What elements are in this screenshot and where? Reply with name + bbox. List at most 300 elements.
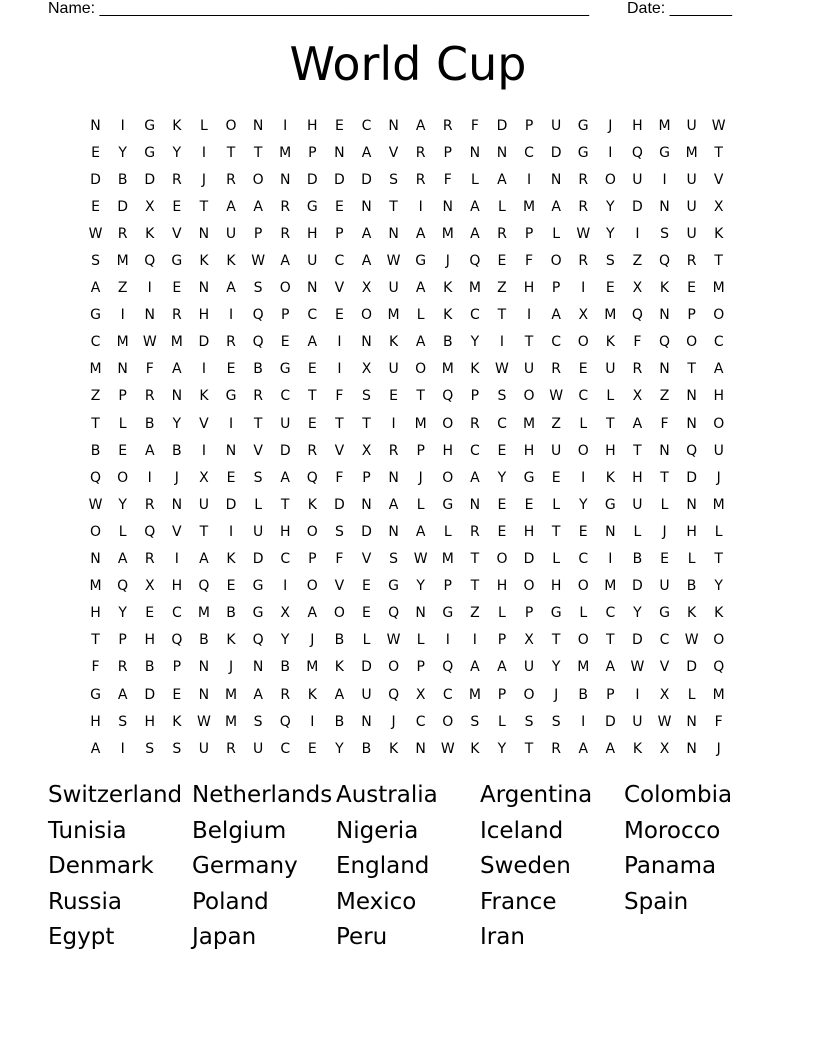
grid-letter: E [362,578,371,595]
grid-letter: G [604,496,616,513]
grid-letter: K [470,740,480,757]
grid-letter: U [523,659,535,676]
grid-letter: L [606,388,615,405]
grid-letter: M [116,253,129,270]
grid-letter: X [659,686,670,703]
grid-letter: Z [497,280,507,297]
grid-letter: W [549,388,564,405]
grid-letter: Q [686,442,698,459]
grid-letter: T [660,469,669,486]
grid-letter: Y [335,740,344,757]
grid-letter: P [308,551,317,568]
grid-letter: Y [497,469,507,486]
grid-letter: L [200,117,208,134]
grid-letter: G [306,198,318,215]
grid-letter: N [144,307,155,324]
grid-letter: N [361,198,372,215]
grid-letter: N [469,496,481,513]
grid-letter: V [253,442,263,459]
grid-letter: E [91,198,100,215]
grid-letter: T [524,334,534,351]
grid-letter: G [659,605,670,622]
grid-letter: P [253,225,263,242]
grid-letter: O [577,334,589,351]
grid-letter: O [90,523,102,540]
grid-letter: N [388,117,399,134]
grid-letter: W [251,253,266,270]
grid-letter: U [198,496,210,513]
grid-letter: Y [118,144,127,161]
grid-letter: R [551,740,561,757]
grid-letter: D [334,171,345,188]
grid-letter: M [685,144,698,161]
grid-letter: U [388,280,399,297]
grid-letter: N [388,225,399,242]
grid-letter: N [171,388,183,405]
grid-letter: C [469,307,480,324]
grid-letter: X [659,740,670,757]
grid-letter: U [605,361,616,378]
grid-letter: I [228,415,234,432]
grid-letter: Q [279,713,291,730]
grid-letter: K [470,361,480,378]
grid-letter: D [144,686,156,703]
grid-letter: P [362,469,371,486]
grid-letter: P [118,388,127,405]
grid-letter: G [144,117,156,134]
grid-letter: G [577,144,589,161]
grid-letter: P [687,307,696,324]
grid-letter: A [551,198,561,215]
word-bank-item: France [480,888,557,915]
grid-letter: B [280,659,290,676]
grid-letter: E [497,523,507,540]
grid-letter: M [116,334,129,351]
grid-row [82,735,734,762]
grid-letter: Q [442,388,454,405]
grid-letter: I [174,551,179,568]
grid-letter: K [145,225,155,242]
grid-row [82,491,734,518]
grid-letter: E [389,388,398,405]
grid-letter: D [604,713,616,730]
grid-letter: U [551,117,562,134]
grid-letter: L [687,686,696,703]
word-bank-item: England [336,853,430,880]
grid-letter: H [198,307,210,324]
grid-letter: T [416,388,425,405]
grid-letter: N [171,496,183,513]
grid-letter: I [445,632,450,649]
grid-letter: E [497,253,507,270]
grid-letter: J [201,171,206,188]
grid-letter: M [279,144,292,161]
grid-letter: D [306,171,318,188]
grid-letter: Y [470,334,480,351]
grid-letter: I [472,632,477,649]
grid-letter: R [226,740,236,757]
grid-letter: S [253,713,263,730]
grid-row [82,166,734,193]
grid-letter: X [144,198,155,215]
grid-letter: A [470,198,480,215]
grid-letter: Y [416,578,425,595]
grid-letter: U [280,415,291,432]
grid-letter: D [686,659,697,676]
grid-letter: K [307,496,317,513]
grid-letter: L [416,496,425,513]
grid-letter: W [495,361,509,378]
grid-letter: J [228,659,234,676]
grid-letter: C [280,740,291,757]
grid-letter: I [418,198,423,215]
grid-letter: A [415,117,426,134]
grid-letter: V [659,659,670,676]
grid-letter: W [88,496,103,513]
grid-letter: K [443,307,453,324]
word-bank-item: Switzerland [48,782,183,808]
grid-letter: E [334,117,344,134]
grid-letter: F [525,253,534,270]
grid-letter: N [225,442,237,459]
grid-letter: U [659,578,670,595]
grid-letter: E [578,361,588,378]
grid-letter: M [604,307,617,324]
grid-letter: O [713,632,725,649]
grid-letter: O [442,713,454,730]
grid-letter: D [686,469,697,486]
grid-letter: Z [551,415,561,432]
grid-letter: R [226,171,236,188]
grid-letter: A [713,361,724,378]
grid-letter: G [388,578,399,595]
grid-letter: R [144,388,155,405]
grid-letter: W [386,253,401,270]
grid-row [82,112,734,139]
grid-letter: C [497,415,507,432]
grid-letter: S [118,713,128,730]
grid-letter: H [442,442,454,459]
grid-letter: Y [633,605,642,622]
grid-letter: H [686,523,697,540]
grid-letter: S [172,740,182,757]
grid-letter: N [605,523,616,540]
grid-letter: V [713,171,724,188]
grid-letter: N [659,307,670,324]
grid-letter: E [226,469,236,486]
grid-letter: R [497,225,507,242]
grid-letter: I [147,280,152,297]
word-bank [48,778,768,956]
grid-letter: R [117,225,128,242]
grid-letter: V [361,551,372,568]
grid-letter: Z [117,280,128,297]
grid-letter: X [578,307,589,324]
grid-letter: G [577,117,589,134]
grid-letter: W [197,713,211,730]
grid-letter: Q [469,253,481,270]
grid-letter: H [279,523,291,540]
grid-letter: I [526,171,532,188]
grid-row [82,356,734,383]
grid-letter: D [361,523,372,540]
grid-letter: S [145,740,155,757]
grid-letter: U [686,198,697,215]
grid-letter: N [252,659,264,676]
grid-letter: T [199,523,209,540]
grid-letter: X [361,280,372,297]
grid-letter: B [334,713,345,730]
grid-letter: M [224,713,238,730]
grid-letter: P [470,388,480,405]
grid-letter: M [89,578,102,595]
grid-letter: P [524,225,534,242]
grid-letter: I [581,713,586,730]
grid-letter: K [714,605,724,622]
grid-letter: N [117,361,128,378]
grid-letter: M [604,578,617,595]
grid-letter: E [687,280,697,297]
grid-letter: D [252,551,264,568]
grid-letter: H [307,117,318,134]
grid-letter: B [144,415,155,432]
grid-letter: N [334,144,345,161]
grid-letter: F [91,659,100,676]
grid-letter: C [415,713,426,730]
grid-letter: C [171,605,182,622]
grid-letter: Q [631,144,643,161]
grid-letter: A [497,171,507,188]
grid-letter: F [660,415,669,432]
grid-letter: I [120,740,125,757]
grid-letter: H [144,713,155,730]
grid-letter: T [253,144,263,161]
grid-letter: T [714,253,723,270]
grid-letter: B [90,442,101,459]
grid-letter: Q [442,659,454,676]
word-bank-item: Panama [624,853,717,880]
grid-letter: A [280,253,290,270]
grid-letter: N [198,280,210,297]
grid-letter: A [172,361,182,378]
grid-row [82,546,734,573]
grid-letter: Y [280,632,290,649]
grid-letter: A [253,198,263,215]
grid-letter: V [334,578,345,595]
page-title: World Cup [289,37,527,91]
grid-letter: R [144,551,155,568]
grid-letter: I [635,686,640,703]
grid-letter: C [659,632,670,649]
grid-letter: D [496,117,508,134]
grid-letter: D [632,198,643,215]
grid-letter: W [440,740,455,757]
grid-letter: T [91,632,100,649]
grid-letter: M [468,280,481,297]
grid-letter: S [253,280,263,297]
grid-letter: N [361,713,372,730]
grid-letter: F [470,117,479,134]
grid-letter: T [633,442,642,459]
grid-letter: K [172,713,182,730]
grid-letter: O [577,442,589,459]
grid-letter: N [198,659,210,676]
grid-letter: D [144,171,156,188]
grid-letter: X [415,686,426,703]
grid-letter: U [252,740,264,757]
word-bank-item: Poland [192,888,269,915]
grid-letter: C [469,442,480,459]
grid-letter: A [470,659,480,676]
grid-letter: J [174,469,179,486]
grid-letter: N [686,496,697,513]
grid-letter: E [334,198,344,215]
grid-letter: U [361,686,372,703]
grid-letter: E [605,280,615,297]
grid-letter: K [226,632,236,649]
grid-letter: N [415,740,426,757]
grid-letter: S [470,713,480,730]
grid-letter: Y [714,578,723,595]
grid-letter: C [307,307,318,324]
grid-letter: K [172,117,182,134]
grid-letter: W [630,659,645,676]
grid-letter: E [226,578,236,595]
grid-letter: H [713,388,724,405]
grid-letter: Y [578,496,588,513]
grid-letter: K [199,388,209,405]
grid-letter: R [171,171,182,188]
grid-letter: H [90,605,101,622]
grid-letter: G [144,144,156,161]
grid-letter: O [577,632,589,649]
grid-letter: E [172,198,182,215]
grid-letter: L [118,415,127,432]
word-bank-item: Tunisia [48,817,127,844]
grid-letter: T [714,551,723,568]
grid-letter: H [90,713,101,730]
grid-letter: E [551,469,561,486]
grid-letter: A [334,686,345,703]
grid-letter: M [414,415,427,432]
grid-letter: N [307,280,318,297]
grid-letter: S [605,253,615,270]
grid-letter: U [686,225,697,242]
grid-letter: I [337,334,342,351]
grid-letter: N [388,523,399,540]
grid-letter: P [118,632,127,649]
grid-letter: Y [606,225,615,242]
grid-row [82,410,734,437]
grid-letter: O [306,523,318,540]
grid-letter: D [117,198,129,215]
grid-letter: Z [470,605,480,622]
grid-letter: H [171,578,183,595]
grid-letter: I [608,551,613,568]
grid-letter: E [362,605,371,622]
grid-letter: A [226,198,236,215]
grid-letter: L [660,496,669,513]
grid-letter: E [334,307,344,324]
grid-letter: P [308,144,317,161]
grid-row [82,654,734,681]
grid-letter: F [145,361,154,378]
grid-letter: S [497,388,507,405]
grid-letter: I [228,307,234,324]
grid-letter: E [172,686,182,703]
grid-letter: U [632,496,643,513]
grid-letter: O [523,686,535,703]
grid-letter: J [445,253,450,270]
grid-letter: K [659,280,670,297]
grid-letter: M [712,280,725,297]
grid-letter: M [441,551,454,568]
grid-letter: A [361,253,372,270]
grid-letter: D [523,551,535,568]
grid-letter: Y [118,605,127,622]
grid-letter: C [713,334,724,351]
grid-letter: E [307,361,317,378]
grid-letter: E [118,442,128,459]
grid-letter: M [170,334,183,351]
grid-letter: I [201,442,206,459]
grid-letter: H [523,523,535,540]
grid-letter: H [144,632,155,649]
grid-letter: F [714,713,723,730]
grid-letter: C [334,253,345,270]
grid-letter: J [391,713,396,730]
grid-letter: E [524,496,534,513]
grid-letter: U [686,171,697,188]
grid-letter: M [712,496,725,513]
grid-letter: Y [497,740,507,757]
grid-letter: N [442,198,453,215]
grid-letter: C [578,388,589,405]
grid-letter: H [523,442,535,459]
grid-letter: W [576,225,591,242]
grid-letter: A [361,144,372,161]
grid-letter: O [713,307,725,324]
grid-row [82,275,734,302]
grid-letter: G [279,361,291,378]
grid-letter: N [659,361,670,378]
grid-letter: M [89,361,102,378]
grid-letter: Q [117,578,129,595]
grid-letter: X [361,361,372,378]
grid-letter: Q [198,578,210,595]
grid-letter: A [90,280,101,297]
word-bank-item: Russia [48,888,122,915]
grid-letter: N [90,551,101,568]
grid-letter: K [605,469,615,486]
grid-letter: E [145,605,155,622]
grid-letter: W [88,225,103,242]
grid-letter: T [606,632,615,649]
grid-letter: U [307,253,318,270]
grid-letter: A [632,415,643,432]
grid-letter: Z [90,388,101,405]
grid-letter: P [280,307,290,324]
name-field-label: Name: _______________________________________________________ [48,0,589,17]
grid-letter: J [716,740,721,757]
grid-row [82,627,734,654]
grid-letter: J [554,686,559,703]
word-bank-item: Australia [336,782,438,808]
grid-letter: L [416,632,425,649]
grid-letter: L [687,551,696,568]
grid-letter: G [415,253,427,270]
grid-letter: R [388,442,399,459]
